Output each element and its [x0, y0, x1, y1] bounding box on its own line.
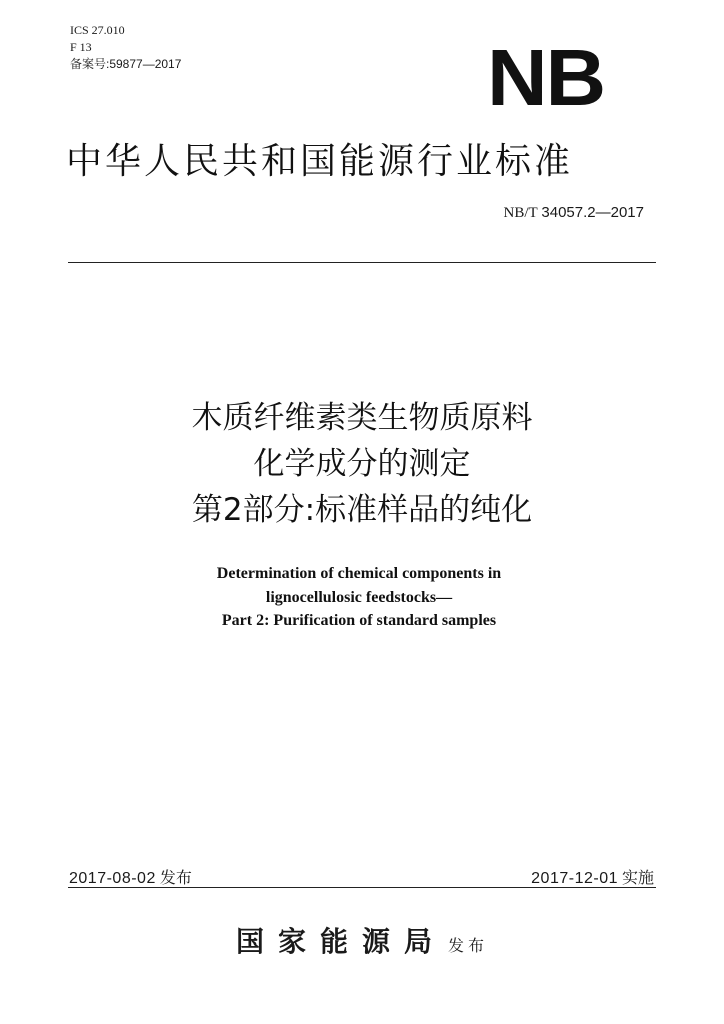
- ccs-code: F 13: [70, 40, 92, 54]
- top-divider: [68, 262, 656, 263]
- english-title-line: lignocellulosic feedstocks—: [265, 588, 453, 606]
- standard-number: [503, 204, 644, 222]
- english-title: [0, 562, 718, 633]
- document-metadata: [70, 22, 181, 73]
- implementation-date-value: 2017-12-01: [531, 870, 618, 887]
- chinese-title-line: 第2部分:标准样品的纯化: [191, 492, 533, 528]
- standard-code-number: 34057.2—2017: [541, 204, 644, 221]
- chinese-title-line: 木质纤维素类生物质原料: [191, 400, 533, 436]
- chinese-title: [0, 395, 724, 533]
- bottom-divider: [68, 887, 656, 888]
- standard-code: NB/T: [503, 205, 538, 221]
- issue-date-value: 2017-08-02: [69, 870, 156, 887]
- industry-standard-title: 中华人民共和国能源行业标准: [66, 141, 574, 182]
- issuing-authority: [0, 920, 724, 960]
- issuer-action: 发布: [448, 936, 489, 955]
- issuer-name: 国家能源局: [235, 925, 446, 958]
- nb-logo: NB: [487, 33, 605, 122]
- implementation-date: [531, 865, 654, 888]
- implementation-date-label: 实施: [621, 868, 654, 887]
- chinese-title-line: 化学成分的测定: [253, 446, 471, 482]
- english-title-line: Determination of chemical components in: [216, 565, 502, 582]
- ics-code: ICS 27.010: [70, 23, 125, 37]
- issue-date: [69, 865, 192, 888]
- english-title-line: Part 2: Purification of standard samples: [221, 612, 497, 629]
- filing-number: 备案号:59877—2017: [70, 57, 182, 71]
- issue-date-label: 发布: [159, 868, 192, 887]
